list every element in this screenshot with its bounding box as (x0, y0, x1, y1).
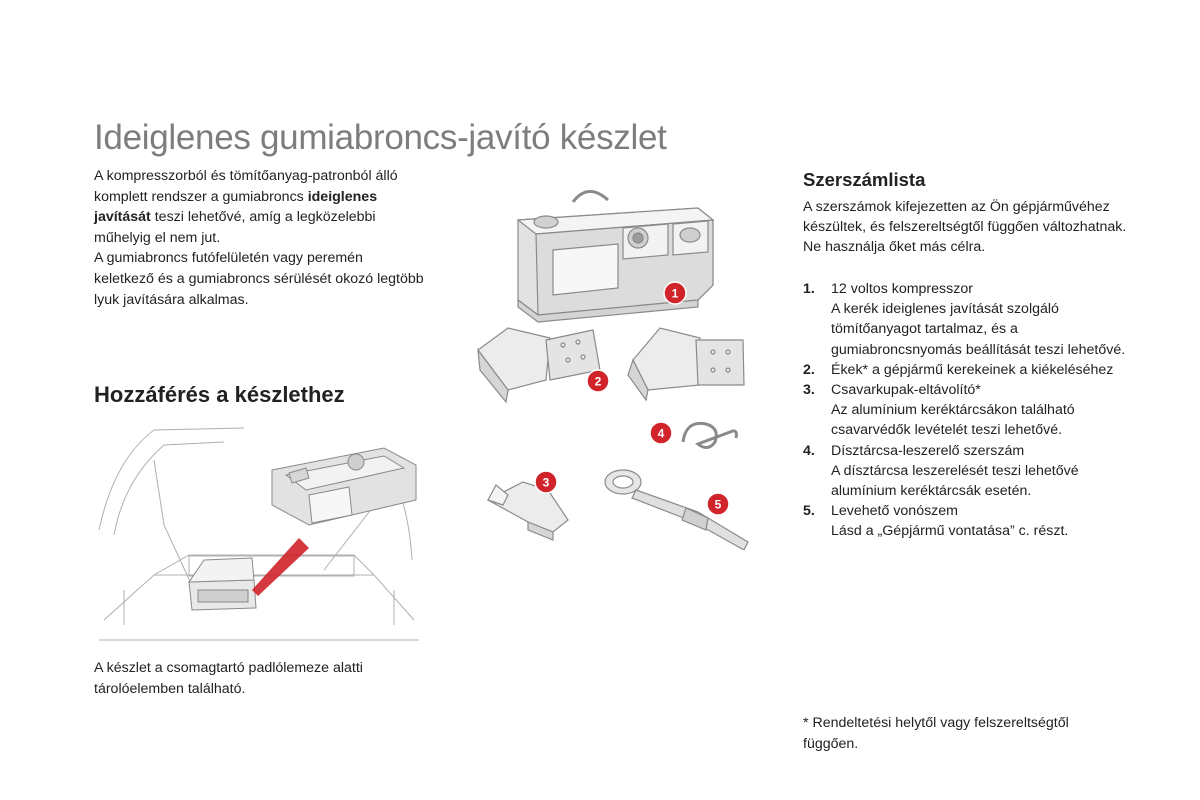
tool-number: 5. (803, 503, 815, 520)
tool-description: Az alumínium keréktárcsákon található csavarvédők levételét teszi lehetővé. (831, 402, 1075, 439)
badge-1 (664, 282, 686, 304)
intro-paragraph-1: A kompresszorból és tömítőanyag-patronból álló komplett rendszer a gumiabroncs ideiglenes javítását teszi lehetővé, amíg a legközelebbi műhelyig el nem jut. (94, 168, 398, 246)
trunk-caption: A készlet a csomagtartó padlólemeze alatti tárolóelemben található. (94, 660, 363, 697)
tool-name: Csavarkupak-eltávolító* (831, 382, 981, 399)
tool-name: Dísztárcsa-leszerelő szerszám (831, 442, 1025, 459)
tool-number: 1. (803, 281, 815, 297)
footnote: * Rendeltetési helytől vagy felszereltségtől függően. (803, 715, 1069, 752)
svg-text:2: 2 (594, 374, 602, 389)
tool-description: Lásd a „Gépjármű vontatása” c. részt. (831, 523, 1069, 540)
tool-number: 4. (803, 442, 815, 459)
kit-in-compartment-image (272, 448, 416, 525)
badge-3 (535, 471, 557, 493)
page-title: Ideiglenes gumiabroncs-javító készlet (94, 118, 667, 157)
bolt-cap-remover-image (488, 482, 568, 540)
tools-description: A szerszámok kifejezetten az Ön gépjárművéhez készültek, és felszereltségtől függően változhatnak. Ne használja őket más célra. (803, 199, 1127, 256)
highlight-pointer (252, 538, 309, 596)
intro-bold-phrase: ideiglenes javítását (94, 188, 378, 226)
svg-text:1: 1 (671, 286, 679, 301)
svg-text:4: 4 (657, 426, 665, 441)
badge-4 (650, 422, 672, 444)
compressor-kit-image (518, 191, 713, 322)
tool-name: Ékek* a gépjármű kerekeinek a kiékeléséhez (831, 361, 1114, 378)
tool-name: Levehető vonószem (831, 503, 958, 520)
tool-description: A dísztárcsa leszerelését teszi lehetővé alumínium keréktárcsák esetén. (831, 462, 1079, 500)
badge-5 (707, 493, 729, 515)
badge-2 (587, 370, 609, 392)
wheel-chocks-image (478, 328, 744, 402)
storage-compartment-image (189, 558, 256, 610)
tool-number: 3. (803, 382, 815, 399)
tool-number: 2. (803, 361, 815, 378)
intro-text (94, 166, 424, 310)
trunk-location-illustration (94, 420, 424, 650)
tool-list-item-5 (803, 501, 1143, 541)
tool-list-item-1 (803, 279, 1143, 360)
tools-section-title: Szerszámlista (803, 169, 926, 190)
hubcap-remover-image (683, 423, 736, 447)
tool-list (803, 279, 1143, 542)
svg-text:5: 5 (714, 497, 722, 512)
tool-list-item-2 (803, 360, 1143, 380)
svg-text:3: 3 (542, 475, 550, 490)
tool-description: A kerék ideiglenes javítását szolgáló tömítőanyagot tartalmaz, és a gumiabroncsnyomás beállítását teszi lehetővé. (831, 301, 1126, 358)
tool-name: 12 voltos kompresszor (831, 281, 973, 297)
tool-list-item-4 (803, 441, 1143, 502)
tool-kit-illustration (468, 180, 778, 550)
access-section-title: Hozzáférés a készlethez (94, 382, 345, 407)
intro-paragraph-2: A gumiabroncs futófelületén vagy peremén keletkező és a gumiabroncs sérülését okozó legtöbb lyuk javítására alkalmas. (94, 250, 424, 308)
tool-list-item-3 (803, 380, 1143, 441)
